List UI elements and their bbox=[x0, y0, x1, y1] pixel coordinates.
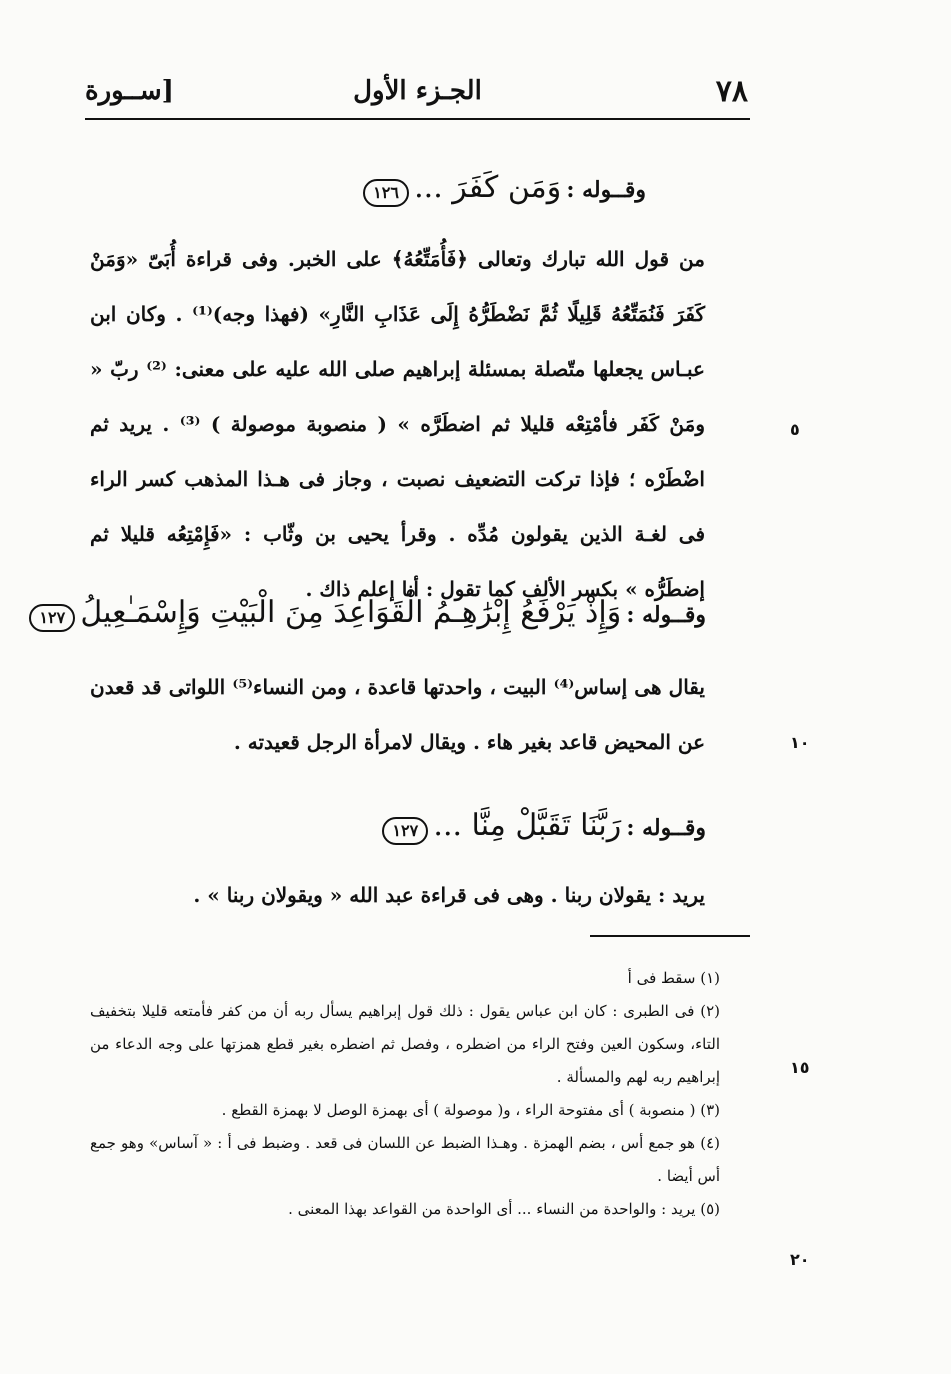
verse-heading-3 bbox=[382, 808, 706, 845]
verse-label: وقــوله : bbox=[626, 815, 706, 841]
verse-text: وَمَن كَفَرَ ... bbox=[414, 170, 562, 205]
verse-number-marker: ١٢٦ bbox=[363, 179, 409, 207]
footnote: (١) سقط فى أ bbox=[627, 969, 720, 987]
line-number: ٥ bbox=[790, 420, 800, 439]
line-number: ١٠ bbox=[790, 733, 810, 752]
footnote-rule bbox=[590, 935, 750, 937]
commentary-paragraph-1: من قول الله تبارك وتعالى ﴿فَأُمَتِّعُهُ﴾ على الخبر. وفى قراءة أُبَىّ «وَمَنْ كَفَرَ فَنُمَتِّعُهُ قَلِيلًا ثُمَّ نَضْطَرُّهُ إِلَى عَذَابِ النَّارِ» (فهذا وجه)⁽¹⁾ . وكان ابن عبـاس يجعلها متّصلة بمسئلة إبراهيم صلى الله عليه على معنى: ⁽²⁾ ربّ « ومَنْ كَفَر فأمْتِعْه قليلا ثم اضطَرَّه » ( منصوبة موصولة ) ⁽³⁾ . يريد ثم اضْطَرْه ؛ فإذا تركت التضعيف نصبت ، وجاز فى هـذا المذهب كسر الراء فى لغـة الذين يقولون مُدِّه . وقرأ يحيى بن وثّاب : «فَإِمْتِعُه قليلا ثم إضطَرُّه » بكسر الألف كما تقول : أنا إعلم ذاك . bbox=[90, 247, 705, 601]
verse-text: رَبَّنَا تَقَبَّلْ مِنَّا ... bbox=[433, 808, 622, 843]
footnote: (٣) ( منصوبة ) أى مفتوحة الراء ، و( موصولة ) أى بهمزة الوصل لا بهمزة القطع . bbox=[221, 1101, 720, 1119]
verse-label: وقــوله : bbox=[626, 602, 706, 628]
page-number: ٧٨ bbox=[715, 74, 748, 109]
line-number: ١٥ bbox=[790, 1058, 810, 1077]
line-number: ٢٠ bbox=[790, 1250, 810, 1269]
page-header bbox=[85, 70, 750, 115]
verse-number-marker: ١٢٧ bbox=[29, 604, 75, 632]
commentary-paragraph-2: يقال هى إساس⁽⁴⁾ البيت ، واحدتها قاعدة ، ومن النساء⁽⁵⁾ اللواتى قد قعدن عن المحيض قاعد بغير هاء . ويقال لامرأة الرجل قعيدته . bbox=[90, 675, 705, 754]
footnotes bbox=[90, 962, 720, 1226]
part-title: الجـزء الأول bbox=[353, 76, 482, 106]
sura-heading: [ســورة bbox=[85, 76, 174, 106]
footnote: (٥) يريد : والواحدة من النساء ... أى الواحدة من القواعد بهذا المعنى . bbox=[288, 1200, 720, 1218]
verse-text: وَإِذْ يَرْفَعُ إِبْرَٰهِـمُ الْقَوَاعِدَ مِنَ الْبَيْتِ وَإِسْمَـٰعِيلُ bbox=[80, 595, 622, 630]
verse-number-marker: ١٢٧ bbox=[382, 817, 428, 845]
verse-heading-1 bbox=[363, 170, 646, 207]
footnote: (٤) هو جمع أس ، بضم الهمزة . وهـذا الضبط عن اللسان فى قعد . وضبط فى أ : « آساس» وهو جمع أس أيضا . bbox=[90, 1134, 720, 1185]
verse-heading-2 bbox=[29, 595, 706, 632]
header-rule bbox=[85, 118, 750, 120]
footnote: (٢) فى الطبرى : كان ابن عباس يقول : ذلك قول إبراهيم يسأل ربه أن من كفر فأمتعه قليلا بتخفيف التاء، وسكون العين وفتح الراء من اضطره ، وفصل ثم اضطره بغير قطع همزتها على وجه الدعاء من إبراهيم ربه لهم والمسألة . bbox=[90, 1002, 720, 1086]
verse-label: وقــوله : bbox=[566, 177, 646, 203]
commentary-paragraph-3: يريد : يقولان ربنا . وهى فى قراءة عبد الله « ويقولان ربنا » . bbox=[193, 883, 705, 907]
